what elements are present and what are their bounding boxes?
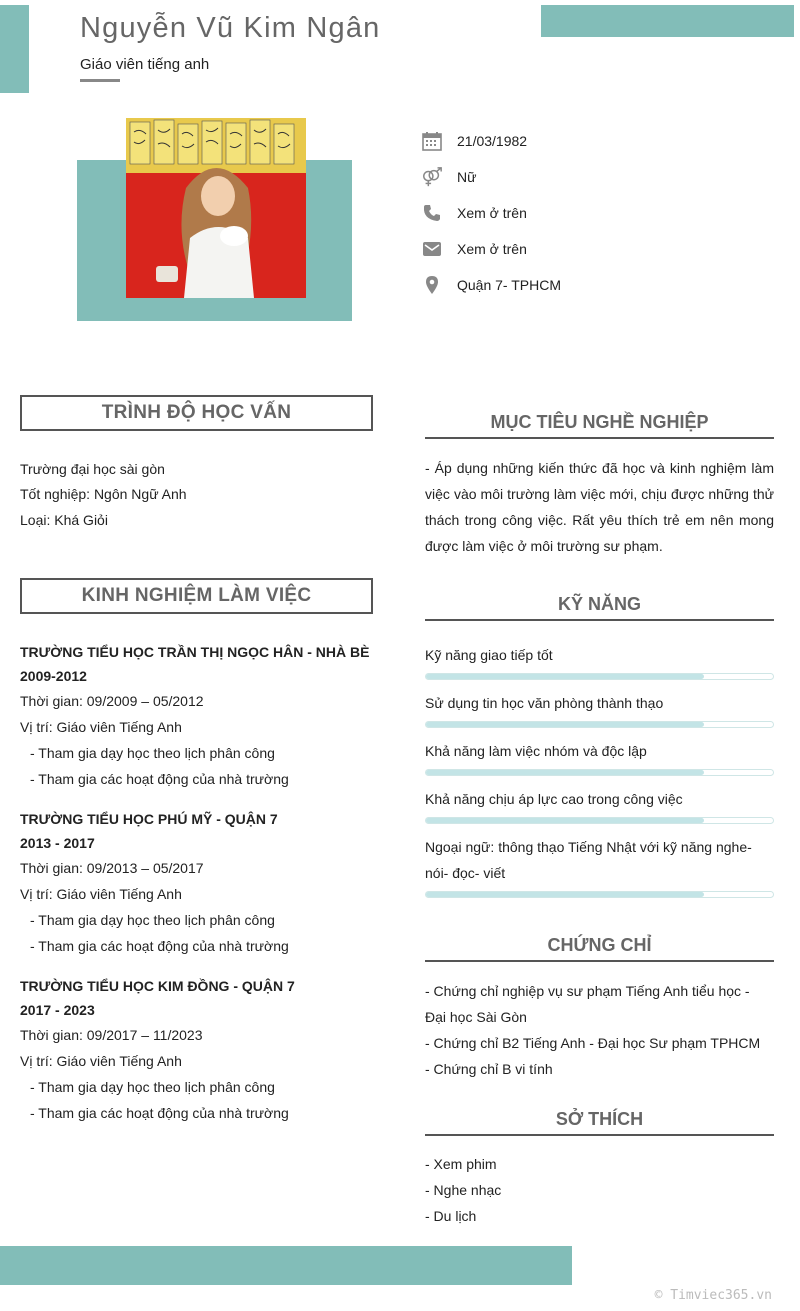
job-duty: - Tham gia các hoạt động của nhà trường xyxy=(30,771,289,787)
job-period: Thời gian: 09/2009 – 05/2012 xyxy=(20,693,204,709)
skill-bar xyxy=(425,769,774,776)
skill-label: Khả năng làm việc nhóm và độc lập xyxy=(425,743,647,759)
job-position: Vị trí: Giáo viên Tiếng Anh xyxy=(20,886,182,902)
contact-address xyxy=(421,273,561,297)
job-duty: - Tham gia các hoạt động của nhà trường xyxy=(30,938,289,954)
job-period: Thời gian: 09/2017 – 11/2023 xyxy=(20,1027,203,1043)
skill-bar xyxy=(425,891,774,898)
birthday-value: 21/03/1982 xyxy=(457,133,528,149)
education-line: Loại: Khá Giỏi xyxy=(20,512,108,528)
job-duty: - Tham gia dạy học theo lịch phân công xyxy=(30,1079,275,1095)
skill-bar-fill xyxy=(426,674,704,679)
education-heading: TRÌNH ĐỘ HỌC VẤN xyxy=(20,395,373,431)
education-line: Tốt nghiệp: Ngôn Ngữ Anh xyxy=(20,486,187,502)
job-duty: - Tham gia các hoạt động của nhà trường xyxy=(30,1105,289,1121)
address-value: Quận 7- TPHCM xyxy=(457,277,561,293)
job-years: 2009-2012 xyxy=(20,668,87,684)
skill-label: Kỹ năng giao tiếp tốt xyxy=(425,647,553,663)
hobby-item: - Xem phim xyxy=(425,1156,497,1172)
skill-bar-fill xyxy=(426,892,704,897)
objective-heading: MỤC TIÊU NGHỀ NGHIỆP xyxy=(425,412,774,439)
experience-heading: KINH NGHIỆM LÀM VIỆC xyxy=(20,578,373,614)
job-title: Giáo viên tiếng anh xyxy=(80,56,210,73)
skill-bar xyxy=(425,673,774,680)
location-icon xyxy=(421,274,443,296)
phone-value: Xem ở trên xyxy=(457,205,527,221)
objective-text: - Áp dụng những kiến thức đã học và kinh nghiệm làm việc vào môi trường làm việc mới, chịu được những thử thách trong công việc. Rất yêu thích trẻ em nên mong được làm việc ở môi trường sư phạm. xyxy=(425,460,774,554)
accent-block-left xyxy=(0,5,29,93)
certificate-item: - Chứng chỉ B vi tính xyxy=(425,1061,553,1077)
hobby-item: - Nghe nhạc xyxy=(425,1182,502,1198)
job-period: Thời gian: 09/2013 – 05/2017 xyxy=(20,860,204,876)
contact-birthday xyxy=(421,129,527,153)
phone-icon xyxy=(421,202,443,224)
title-underline xyxy=(80,79,120,82)
candidate-name: Nguyễn Vũ Kim Ngân xyxy=(80,12,381,44)
hobbies-heading: SỞ THÍCH xyxy=(425,1109,774,1136)
calendar-icon xyxy=(421,130,443,152)
skill-bar-fill xyxy=(426,722,704,727)
watermark: © Timviec365.vn xyxy=(654,1288,772,1303)
job-company: TRƯỜNG TIỂU HỌC KIM ĐỒNG - QUẬN 7 xyxy=(20,978,295,994)
job-company: TRƯỜNG TIỂU HỌC TRẦN THỊ NGỌC HÂN - NHÀ BÈ xyxy=(20,644,370,660)
certificates-heading: CHỨNG CHỈ xyxy=(425,935,774,962)
gender-icon xyxy=(421,166,443,188)
email-value: Xem ở trên xyxy=(457,241,527,257)
education-line: Trường đại học sài gòn xyxy=(20,461,165,477)
hobby-item: - Du lịch xyxy=(425,1208,477,1224)
contact-email xyxy=(421,237,527,261)
job-years: 2013 - 2017 xyxy=(20,835,95,851)
contact-gender xyxy=(421,165,476,189)
job-position: Vị trí: Giáo viên Tiếng Anh xyxy=(20,719,182,735)
skill-label: Sử dụng tin học văn phòng thành thạo xyxy=(425,695,664,711)
job-duty: - Tham gia dạy học theo lịch phân công xyxy=(30,745,275,761)
skill-label: Khả năng chịu áp lực cao trong công việc xyxy=(425,791,683,807)
profile-photo xyxy=(126,118,306,298)
skill-bar-fill xyxy=(426,770,704,775)
job-position: Vị trí: Giáo viên Tiếng Anh xyxy=(20,1053,182,1069)
job-company: TRƯỜNG TIỂU HỌC PHÚ MỸ - QUẬN 7 xyxy=(20,811,278,827)
email-icon xyxy=(421,238,443,260)
accent-block-bottom xyxy=(0,1246,572,1285)
job-years: 2017 - 2023 xyxy=(20,1002,95,1018)
profile-photo-illustration xyxy=(126,118,306,298)
skill-bar-fill xyxy=(426,818,704,823)
contact-phone xyxy=(421,201,527,225)
gender-value: Nữ xyxy=(457,169,477,185)
certificate-item: - Chứng chỉ B2 Tiếng Anh - Đại học Sư phạm TPHCM xyxy=(425,1035,761,1051)
skills-heading: KỸ NĂNG xyxy=(425,594,774,621)
skill-bar xyxy=(425,721,774,728)
skill-bar xyxy=(425,817,774,824)
skill-label: Ngoại ngữ: thông thạo Tiếng Nhật với kỹ năng nghe- nói- đọc- viết xyxy=(425,839,752,881)
job-duty: - Tham gia dạy học theo lịch phân công xyxy=(30,912,275,928)
accent-block-top-right xyxy=(541,5,794,37)
certificate-item: - Chứng chỉ nghiệp vụ sư phạm Tiếng Anh tiểu học - Đại học Sài Gòn xyxy=(425,983,750,1025)
